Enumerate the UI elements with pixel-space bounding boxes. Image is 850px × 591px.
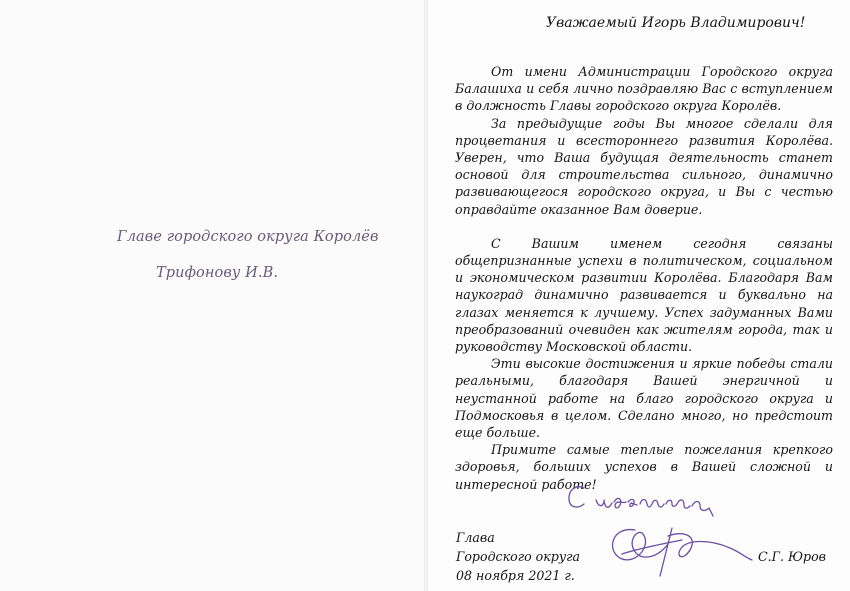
signer-name: С.Г. Юров [758,549,826,564]
paragraph-5: Примите самые теплые пожелания крепкого здоровья, больших успехов в Вашей сложной и интересной работе! [455,442,833,492]
handwritten-signature [540,478,780,588]
letter-date: 08 ноября 2021 г. [456,568,575,583]
paragraph-1: От имени Администрации Городского округа Балашиха и себя лично поздравляю Вас с вступлением в должность Главы городского округа Королёв. [455,64,833,114]
recipient-name: Трифонову И.В. [156,265,279,281]
recipient-title: Главе городского округа Королёв [117,229,379,245]
paragraph-3: С Вашим именем сегодня связаны общепризнанные успехи в политическом, социальном и экономическом развитии Королёва. Благодаря Вам наукоград динамично развивается и буквально на глазах меняется к лучшему. Успех задуманных Вами преобразований очевиден как жителям города, так и руководству Московской области. [455,235,833,355]
page-fold [424,0,428,591]
letter-body [455,63,833,493]
paragraph-4: Эти высокие достижения и яркие победы стали реальными, благодаря Вашей энергичной и неустанной работе на благо городского округа и Подмосковья в целом. Сделано много, но предстоит еще больше. [455,356,833,441]
signer-title-line2: Городского округа [456,549,580,564]
signer-title-line1: Глава [456,530,495,545]
salutation: Уважаемый Игорь Владимирович! [546,15,806,31]
paragraph-2: За предыдущие годы Вы многое сделали для процветания и всестороннего развития Королёва. Уверен, что Ваша будущая деятельность станет основой для строительства сильного, динамично развивающегося городского округа, и Вы с честью оправдайте оказанное Вам доверие. [455,115,833,217]
